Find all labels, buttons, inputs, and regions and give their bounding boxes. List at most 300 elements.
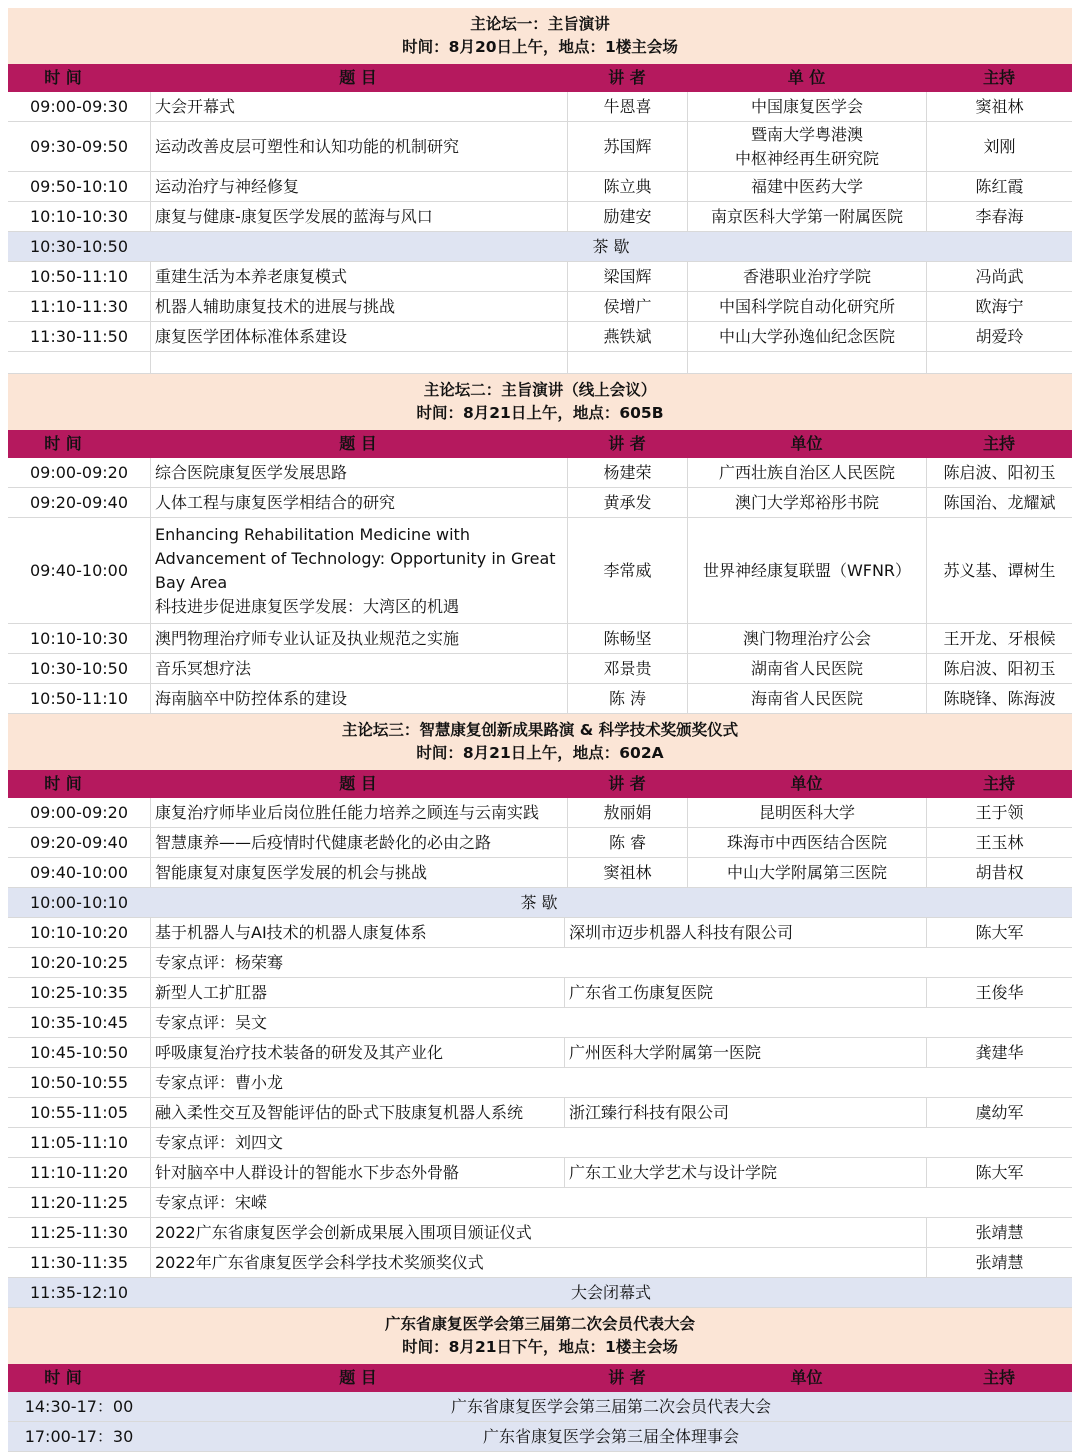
host-cell-text: 胡昔权 bbox=[975, 862, 1024, 882]
time-cell-text: 10:00-10:10 bbox=[30, 892, 128, 912]
table-header bbox=[8, 64, 1072, 92]
review-cell bbox=[150, 1008, 1072, 1037]
header-time-text: 时 间 bbox=[44, 434, 82, 453]
topic-cell bbox=[150, 918, 564, 947]
host-cell-text: 胡爱玲 bbox=[975, 326, 1024, 346]
break-label-text: 茶 歇 bbox=[520, 892, 558, 912]
time-cell-text: 14:30-17：00 bbox=[24, 1396, 134, 1416]
time-cell bbox=[8, 232, 150, 261]
header-speaker-text: 讲 者 bbox=[608, 774, 646, 793]
time-cell bbox=[8, 122, 150, 171]
unit-cell-text: 广州医科大学附属第一医院 bbox=[569, 1042, 762, 1062]
speaker-cell bbox=[567, 798, 687, 827]
topic-cell-text: 海南脑卒中防控体系的建设 bbox=[155, 688, 348, 708]
review-cell-text: 专家点评：刘四文 bbox=[155, 1132, 284, 1152]
roadshow-row bbox=[8, 1038, 1072, 1068]
topic-cell bbox=[150, 322, 567, 351]
time-cell bbox=[8, 1098, 150, 1127]
speaker-cell-text: 牛恩喜 bbox=[603, 96, 652, 116]
break-label-text: 茶 歇 bbox=[592, 236, 630, 256]
unit-cell bbox=[687, 518, 926, 623]
section-title bbox=[8, 8, 1072, 64]
table-row bbox=[8, 262, 1072, 292]
roadshow-row bbox=[8, 1128, 1072, 1158]
header-speaker bbox=[567, 1364, 687, 1392]
table-row bbox=[8, 322, 1072, 352]
topic-cell-text: 呼吸康复治疗技术装备的研发及其产业化 bbox=[155, 1042, 444, 1062]
time-cell bbox=[8, 624, 150, 653]
section-title: 主论坛二：主旨演讲（线上会议） bbox=[423, 381, 657, 399]
time-cell-text: 10:20-10:25 bbox=[30, 952, 128, 972]
assembly-label bbox=[150, 1422, 1072, 1451]
time-cell-text: 10:50-11:10 bbox=[30, 688, 128, 708]
time-cell-text: 10:10-10:30 bbox=[30, 628, 128, 648]
time-cell-text: 10:50-11:10 bbox=[30, 266, 128, 286]
review-cell bbox=[150, 948, 1072, 977]
speaker-cell-text: 邓景贵 bbox=[603, 658, 652, 678]
unit-cell-text: 浙江臻行科技有限公司 bbox=[569, 1102, 730, 1122]
header-unit bbox=[687, 430, 926, 458]
section-title: 主论坛一：主旨演讲 bbox=[470, 15, 610, 33]
host-cell bbox=[926, 1218, 1072, 1247]
break-row bbox=[8, 1278, 1072, 1308]
unit-cell-text: 南京医科大学第一附属医院 bbox=[710, 206, 903, 226]
time-cell bbox=[8, 92, 150, 121]
unit-cell bbox=[687, 122, 926, 171]
section-title bbox=[8, 374, 1072, 430]
time-cell bbox=[8, 1068, 150, 1097]
unit-cell-text: 湖南省人民医院 bbox=[750, 658, 863, 678]
host-cell bbox=[926, 518, 1072, 623]
header-topic-text: 题 目 bbox=[339, 68, 377, 87]
roadshow-row bbox=[8, 1008, 1072, 1038]
host-cell bbox=[926, 1038, 1072, 1067]
table-row bbox=[8, 798, 1072, 828]
unit-cell bbox=[687, 92, 926, 121]
topic-cell bbox=[150, 1158, 564, 1187]
header-unit-text: 单位 bbox=[790, 774, 823, 793]
header-host bbox=[926, 1364, 1072, 1392]
speaker-cell-text: 陈立典 bbox=[603, 176, 652, 196]
host-cell-text: 苏义基、谭树生 bbox=[943, 560, 1056, 580]
time-cell bbox=[8, 1422, 150, 1451]
topic-cell-text: 针对脑卒中人群设计的智能水下步态外骨骼 bbox=[155, 1162, 460, 1182]
time-cell-text: 11:10-11:30 bbox=[30, 296, 128, 316]
speaker-cell-text: 杨建荣 bbox=[603, 462, 652, 482]
topic-cell bbox=[150, 1038, 564, 1067]
time-cell bbox=[8, 1008, 150, 1037]
assembly-row bbox=[8, 1422, 1072, 1452]
table-row bbox=[8, 654, 1072, 684]
host-cell bbox=[926, 798, 1072, 827]
unit-cell-text: 世界神经康复联盟（WFNR） bbox=[702, 560, 912, 580]
roadshow-row bbox=[8, 978, 1072, 1008]
empty-row bbox=[8, 352, 1072, 374]
roadshow-row bbox=[8, 1218, 1072, 1248]
unit-cell-text: 深圳市迈步机器人科技有限公司 bbox=[569, 922, 794, 942]
topic-cell bbox=[150, 518, 567, 623]
table-row bbox=[8, 122, 1072, 172]
review-cell bbox=[150, 1068, 1072, 1097]
topic-cell-text: 重建生活为本养老康复模式 bbox=[155, 266, 348, 286]
time-cell-text: 10:50-10:55 bbox=[30, 1072, 128, 1092]
host-cell bbox=[926, 1248, 1072, 1277]
topic-cell-text: 智能康复对康复医学发展的机会与挑战 bbox=[155, 862, 428, 882]
review-cell-text: 专家点评：杨荣骞 bbox=[155, 952, 284, 972]
host-cell bbox=[926, 322, 1072, 351]
speaker-cell-text: 陈 睿 bbox=[608, 832, 647, 852]
host-cell-text: 陈启波、阳初玉 bbox=[943, 462, 1056, 482]
topic-cell bbox=[150, 828, 567, 857]
unit-cell bbox=[687, 292, 926, 321]
table-row bbox=[8, 292, 1072, 322]
unit-cell-text: 广西壮族自治区人民医院 bbox=[718, 462, 895, 482]
topic-cell bbox=[150, 458, 567, 487]
host-cell bbox=[926, 122, 1072, 171]
time-cell bbox=[8, 918, 150, 947]
table-row bbox=[8, 518, 1072, 624]
header-time bbox=[8, 64, 118, 92]
header-time-text: 时 间 bbox=[44, 1368, 82, 1387]
host-cell bbox=[926, 458, 1072, 487]
unit-cell-text: 澳门大学郑裕彤书院 bbox=[734, 492, 879, 512]
unit-cell bbox=[687, 798, 926, 827]
topic-cell-text: 澳門物理治疗师专业认证及执业规范之实施 bbox=[155, 628, 460, 648]
time-cell bbox=[8, 1278, 150, 1307]
host-cell-text: 王开龙、牙根候 bbox=[943, 628, 1056, 648]
time-cell-text: 10:30-10:50 bbox=[30, 236, 128, 256]
break-label-text: 大会闭幕式 bbox=[570, 1282, 651, 1302]
speaker-cell-text: 陈 涛 bbox=[608, 688, 647, 708]
time-cell bbox=[8, 1188, 150, 1217]
host-cell-text: 陈大军 bbox=[975, 922, 1024, 942]
topic-cell-text: 融入柔性交互及智能评估的卧式下肢康复机器人系统 bbox=[155, 1102, 524, 1122]
unit-cell-text: 广东省工伤康复医院 bbox=[569, 982, 714, 1002]
roadshow-row bbox=[8, 1158, 1072, 1188]
unit-cell bbox=[687, 828, 926, 857]
time-cell bbox=[8, 888, 150, 917]
assembly-label-text: 广东省康复医学会第三届第二次会员代表大会 bbox=[450, 1396, 771, 1416]
unit-cell bbox=[564, 1158, 926, 1187]
speaker-cell bbox=[567, 292, 687, 321]
header-speaker bbox=[567, 430, 687, 458]
topic-cell bbox=[150, 92, 567, 121]
header-speaker bbox=[567, 64, 687, 92]
topic-cell bbox=[150, 684, 567, 713]
time-cell bbox=[8, 172, 150, 201]
topic-cell-text: 基于机器人与AI技术的机器人康复体系 bbox=[155, 922, 427, 942]
time-cell bbox=[8, 1158, 150, 1187]
review-cell bbox=[150, 1188, 1072, 1217]
time-cell-text: 17:00-17：30 bbox=[24, 1426, 134, 1446]
header-unit-text: 单 位 bbox=[787, 68, 826, 87]
speaker-cell bbox=[567, 458, 687, 487]
time-cell bbox=[8, 458, 150, 487]
speaker-cell-text: 励建安 bbox=[603, 206, 652, 226]
time-cell bbox=[8, 858, 150, 887]
host-cell-text: 张靖慧 bbox=[975, 1252, 1024, 1272]
header-topic bbox=[128, 430, 588, 458]
time-cell-text: 09:40-10:00 bbox=[30, 560, 128, 580]
unit-cell-text: 暨南大学粤港澳 中枢神经再生研究院 bbox=[734, 124, 879, 168]
time-cell bbox=[8, 1392, 150, 1421]
topic-cell-text: 新型人工扩肛器 bbox=[155, 982, 268, 1002]
speaker-cell bbox=[567, 172, 687, 201]
header-time-text: 时 间 bbox=[44, 774, 82, 793]
unit-cell bbox=[564, 978, 926, 1007]
header-host-text: 主持 bbox=[982, 774, 1015, 793]
header-host bbox=[926, 770, 1072, 798]
speaker-cell bbox=[567, 518, 687, 623]
host-cell bbox=[926, 858, 1072, 887]
time-cell bbox=[8, 978, 150, 1007]
speaker-cell bbox=[567, 122, 687, 171]
time-cell-text: 10:10-10:20 bbox=[30, 922, 128, 942]
break-row bbox=[8, 232, 1072, 262]
roadshow-row bbox=[8, 1068, 1072, 1098]
topic-cell bbox=[150, 798, 567, 827]
host-cell bbox=[926, 978, 1072, 1007]
review-cell-text: 专家点评：吴文 bbox=[155, 1012, 268, 1032]
time-cell bbox=[8, 1248, 150, 1277]
topic-cell-text: 康复治疗师毕业后岗位胜任能力培养之顾连与云南实践 bbox=[155, 802, 540, 822]
table-row bbox=[8, 172, 1072, 202]
speaker-cell-text: 梁国辉 bbox=[603, 266, 652, 286]
section-subtitle: 时间：8月21日下午，地点：1楼主会场 bbox=[402, 1338, 678, 1356]
unit-cell-text: 广东工业大学艺术与设计学院 bbox=[569, 1162, 778, 1182]
speaker-cell bbox=[567, 262, 687, 291]
review-cell-text: 专家点评：曹小龙 bbox=[155, 1072, 284, 1092]
header-topic bbox=[128, 770, 588, 798]
topic-cell bbox=[150, 172, 567, 201]
assembly-label bbox=[150, 1392, 1072, 1421]
host-cell bbox=[926, 624, 1072, 653]
speaker-cell-text: 敖丽娟 bbox=[603, 802, 652, 822]
time-cell bbox=[8, 1218, 150, 1247]
review-cell-text: 专家点评：宋嵘 bbox=[155, 1192, 268, 1212]
speaker-cell-text: 陈畅坚 bbox=[603, 628, 652, 648]
unit-cell-text: 中国科学院自动化研究所 bbox=[718, 296, 895, 316]
topic-cell bbox=[150, 488, 567, 517]
time-cell bbox=[8, 684, 150, 713]
topic-cell-text: 综合医院康复医学发展思路 bbox=[155, 462, 348, 482]
topic-cell bbox=[150, 122, 567, 171]
time-cell-text: 09:50-10:10 bbox=[30, 176, 128, 196]
unit-cell-text: 福建中医药大学 bbox=[750, 176, 863, 196]
unit-cell-text: 澳门物理治疗公会 bbox=[742, 628, 871, 648]
host-cell bbox=[926, 292, 1072, 321]
topic-cell-text: 智慧康养——后疫情时代健康老龄化的必由之路 bbox=[155, 832, 492, 852]
empty-cell bbox=[150, 352, 567, 373]
time-cell-text: 10:45-10:50 bbox=[30, 1042, 128, 1062]
roadshow-row bbox=[8, 918, 1072, 948]
roadshow-row bbox=[8, 948, 1072, 978]
time-cell-text: 10:55-11:05 bbox=[30, 1102, 128, 1122]
unit-cell bbox=[564, 918, 926, 947]
host-cell-text: 陈国治、龙耀斌 bbox=[943, 492, 1056, 512]
time-cell-text: 09:20-09:40 bbox=[30, 492, 128, 512]
time-cell-text: 10:30-10:50 bbox=[30, 658, 128, 678]
table-row bbox=[8, 828, 1072, 858]
host-cell bbox=[926, 918, 1072, 947]
time-cell-text: 11:05-11:10 bbox=[30, 1132, 128, 1152]
unit-cell bbox=[687, 262, 926, 291]
speaker-cell-text: 黄承发 bbox=[603, 492, 652, 512]
section-subtitle: 时间：8月21日上午，地点：605B bbox=[416, 404, 664, 422]
unit-cell bbox=[687, 488, 926, 517]
header-host-text: 主持 bbox=[982, 434, 1015, 453]
table-row bbox=[8, 858, 1072, 888]
table-row bbox=[8, 624, 1072, 654]
topic-cell bbox=[150, 858, 567, 887]
time-cell bbox=[8, 262, 150, 291]
host-cell bbox=[926, 1098, 1072, 1127]
roadshow-row bbox=[8, 1188, 1072, 1218]
time-cell bbox=[8, 798, 150, 827]
time-cell bbox=[8, 202, 150, 231]
section-title: 主论坛三：智慧康复创新成果路演 & 科学技术奖颁奖仪式 bbox=[341, 721, 739, 739]
unit-cell-text: 中山大学孙逸仙纪念医院 bbox=[718, 326, 895, 346]
unit-cell-text: 香港职业治疗学院 bbox=[742, 266, 871, 286]
header-host-text: 主持 bbox=[982, 1368, 1015, 1387]
host-cell bbox=[926, 654, 1072, 683]
topic-cell bbox=[150, 978, 564, 1007]
host-cell-text: 虞幼军 bbox=[975, 1102, 1024, 1122]
header-time bbox=[8, 1364, 118, 1392]
unit-cell bbox=[687, 322, 926, 351]
roadshow-row bbox=[8, 1098, 1072, 1128]
table-row bbox=[8, 488, 1072, 518]
time-cell-text: 11:20-11:25 bbox=[30, 1192, 128, 1212]
unit-cell bbox=[687, 624, 926, 653]
time-cell-text: 09:40-10:00 bbox=[30, 862, 128, 882]
host-cell-text: 陈红霞 bbox=[975, 176, 1024, 196]
header-host bbox=[926, 430, 1072, 458]
section-title bbox=[8, 1308, 1072, 1364]
topic-cell bbox=[150, 624, 567, 653]
unit-cell-text: 中国康复医学会 bbox=[750, 96, 863, 116]
header-time bbox=[8, 770, 118, 798]
host-cell-text: 陈大军 bbox=[975, 1162, 1024, 1182]
topic-cell-text: 大会开幕式 bbox=[155, 96, 236, 116]
table-row bbox=[8, 202, 1072, 232]
speaker-cell bbox=[567, 488, 687, 517]
unit-cell-text: 珠海市中西医结合医院 bbox=[726, 832, 887, 852]
topic-cell bbox=[150, 1098, 564, 1127]
header-unit-text: 单位 bbox=[790, 1368, 823, 1387]
table-row bbox=[8, 684, 1072, 714]
host-cell-text: 冯尚武 bbox=[975, 266, 1024, 286]
unit-cell-text: 海南省人民医院 bbox=[750, 688, 863, 708]
speaker-cell bbox=[567, 684, 687, 713]
host-cell bbox=[926, 684, 1072, 713]
section-title bbox=[8, 714, 1072, 770]
review-cell bbox=[150, 1128, 1072, 1157]
host-cell bbox=[926, 828, 1072, 857]
unit-cell bbox=[687, 654, 926, 683]
header-speaker-text: 讲 者 bbox=[608, 1368, 646, 1387]
break-label bbox=[150, 888, 928, 917]
section-subtitle: 时间：8月20日上午，地点：1楼主会场 bbox=[402, 38, 678, 56]
header-topic-text: 题 目 bbox=[339, 1368, 377, 1387]
header-topic bbox=[128, 64, 588, 92]
speaker-cell bbox=[567, 92, 687, 121]
time-cell bbox=[8, 292, 150, 321]
header-time-text: 时 间 bbox=[44, 68, 82, 87]
topic-cell-text: Enhancing Rehabilitation Medicine with Advancement of Technology: Opportunity in Great Bay Area 科技进步促进康复医学发展：大湾区的机遇 bbox=[155, 524, 556, 616]
roadshow-row bbox=[8, 1248, 1072, 1278]
topic-cell bbox=[150, 654, 567, 683]
topic-cell bbox=[150, 1218, 926, 1247]
time-cell bbox=[8, 322, 150, 351]
time-cell-text: 10:35-10:45 bbox=[30, 1012, 128, 1032]
unit-cell bbox=[687, 858, 926, 887]
topic-cell-text: 机器人辅助康复技术的进展与挑战 bbox=[155, 296, 396, 316]
unit-cell bbox=[687, 684, 926, 713]
topic-cell-text: 人体工程与康复医学相结合的研究 bbox=[155, 492, 396, 512]
section-title: 广东省康复医学会第三届第二次会员代表大会 bbox=[384, 1315, 695, 1333]
time-cell-text: 11:10-11:20 bbox=[30, 1162, 128, 1182]
time-cell-text: 09:00-09:20 bbox=[30, 802, 128, 822]
topic-cell-text: 康复医学团体标准体系建设 bbox=[155, 326, 348, 346]
unit-cell bbox=[687, 202, 926, 231]
speaker-cell bbox=[567, 858, 687, 887]
unit-cell bbox=[687, 458, 926, 487]
topic-cell bbox=[150, 262, 567, 291]
unit-cell bbox=[564, 1098, 926, 1127]
time-cell bbox=[8, 488, 150, 517]
topic-cell bbox=[150, 202, 567, 231]
topic-cell bbox=[150, 1248, 926, 1277]
host-cell-text: 欧海宁 bbox=[975, 296, 1024, 316]
unit-cell bbox=[564, 1038, 926, 1067]
header-speaker-text: 讲 者 bbox=[608, 68, 646, 87]
header-host-text: 主持 bbox=[982, 68, 1015, 87]
host-cell-text: 刘刚 bbox=[983, 136, 1016, 156]
host-cell-text: 王于领 bbox=[975, 802, 1024, 822]
unit-cell-text: 中山大学附属第三医院 bbox=[726, 862, 887, 882]
time-cell-text: 11:35-12:10 bbox=[30, 1282, 128, 1302]
speaker-cell bbox=[567, 202, 687, 231]
header-speaker bbox=[567, 770, 687, 798]
time-cell-text: 09:00-09:30 bbox=[30, 96, 128, 116]
time-cell-text: 10:25-10:35 bbox=[30, 982, 128, 1002]
host-cell-text: 王俊华 bbox=[975, 982, 1024, 1002]
topic-cell-text: 运动治疗与神经修复 bbox=[155, 176, 300, 196]
table-header bbox=[8, 770, 1072, 798]
topic-cell-text: 2022年广东省康复医学会科学技术奖颁奖仪式 bbox=[155, 1252, 484, 1272]
header-speaker-text: 讲 者 bbox=[608, 434, 646, 453]
speaker-cell-text: 李常威 bbox=[603, 560, 652, 580]
time-cell bbox=[8, 654, 150, 683]
break-label bbox=[150, 232, 1072, 261]
time-cell-text: 11:30-11:35 bbox=[30, 1252, 128, 1272]
host-cell-text: 张靖慧 bbox=[975, 1222, 1024, 1242]
host-cell-text: 王玉林 bbox=[975, 832, 1024, 852]
host-cell-text: 李春海 bbox=[975, 206, 1024, 226]
header-unit-text: 单位 bbox=[790, 434, 823, 453]
time-cell-text: 11:25-11:30 bbox=[30, 1222, 128, 1242]
time-cell-text: 10:10-10:30 bbox=[30, 206, 128, 226]
header-unit bbox=[687, 1364, 926, 1392]
header-unit bbox=[687, 770, 926, 798]
time-cell bbox=[8, 1038, 150, 1067]
host-cell-text: 陈晓锋、陈海波 bbox=[943, 688, 1056, 708]
host-cell bbox=[926, 92, 1072, 121]
host-cell-text: 窦祖林 bbox=[975, 96, 1024, 116]
unit-cell-text: 昆明医科大学 bbox=[758, 802, 855, 822]
table-header bbox=[8, 430, 1072, 458]
